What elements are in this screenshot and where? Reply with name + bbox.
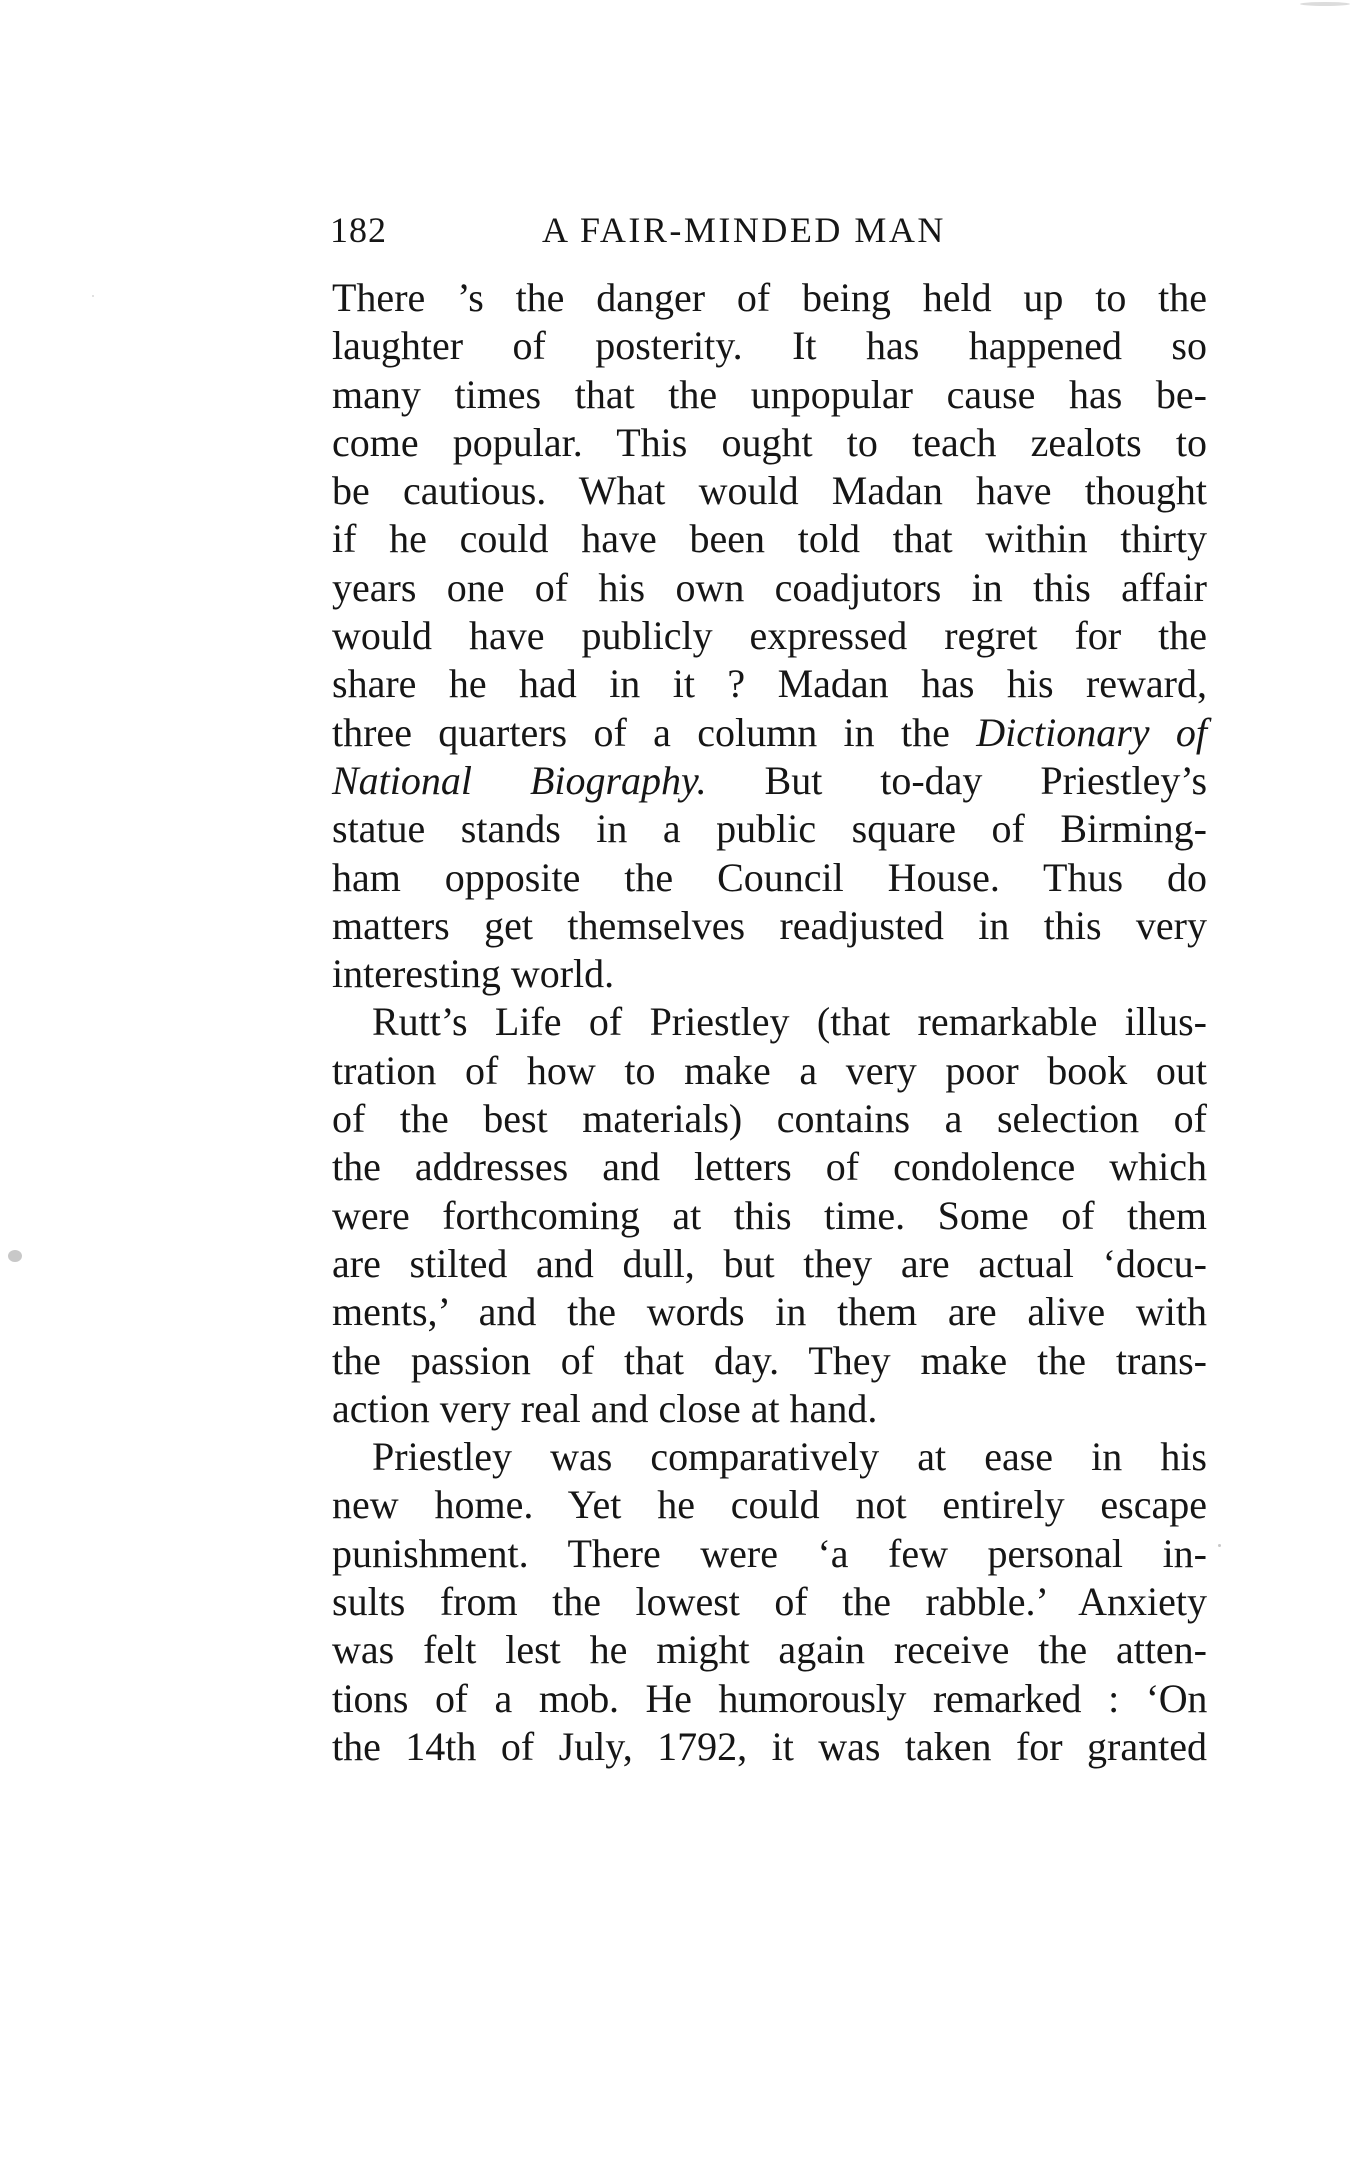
text-line: was felt lest he might again receive the atten-	[332, 1627, 1207, 1673]
running-title: A FAIR-MINDED MAN	[542, 210, 946, 250]
scan-speck	[1300, 2, 1350, 6]
paragraph	[332, 1433, 1207, 1771]
text-line: Priestley was comparatively at ease in his	[372, 1434, 1207, 1480]
text-line: the addresses and letters of condolence which	[332, 1144, 1207, 1190]
text-line: share he had in it ? Madan has his reward,	[332, 661, 1207, 707]
text-line: interesting world.	[332, 951, 615, 997]
text-line: ments,’ and the words in them are alive with	[332, 1289, 1207, 1335]
text-line: action very real and close at hand.	[332, 1385, 878, 1431]
text-run: three quarters of a column in the	[332, 709, 977, 755]
paragraph	[332, 274, 1207, 998]
text-line: tration of how to make a very poor book out	[332, 1047, 1207, 1093]
text-line: tions of a mob. He humorously remarked : ‘On	[332, 1675, 1207, 1721]
scan-speck	[92, 295, 94, 297]
book-title: National Biography.	[332, 757, 707, 803]
text-line: new home. Yet he could not entirely escape	[332, 1482, 1207, 1528]
page-number: 182	[330, 210, 387, 250]
book-title: Dictionary of	[976, 709, 1207, 755]
text-line: be cautious. What would Madan have thought	[332, 468, 1207, 514]
text-line	[332, 757, 1207, 805]
text-line: are stilted and dull, but they are actual ‘docu-	[332, 1240, 1207, 1286]
text-line: the passion of that day. They make the trans-	[332, 1337, 1207, 1383]
text-line: matters get themselves readjusted in this very	[332, 902, 1207, 948]
text-line	[332, 709, 1207, 757]
text-line: statue stands in a public square of Birming-	[332, 806, 1207, 852]
page-header	[330, 200, 1210, 260]
text-line: punishment. There were ‘a few personal in-	[332, 1530, 1207, 1576]
text-line: ham opposite the Council House. Thus do	[332, 854, 1207, 900]
body-text	[332, 274, 1207, 1771]
text-line: would have publicly expressed regret for the	[332, 613, 1207, 659]
text-line: Rutt’s Life of Priestley (that remarkable illus-	[372, 999, 1207, 1045]
text-line: the 14th of July, 1792, it was taken for granted	[332, 1723, 1207, 1769]
paragraph	[332, 998, 1207, 1433]
text-line: laughter of posterity. It has happened so	[332, 323, 1207, 369]
text-line: come popular. This ought to teach zealots to	[332, 419, 1207, 465]
text-line: There ’s the danger of being held up to the	[332, 275, 1207, 320]
text-line: many times that the unpopular cause has be-	[332, 371, 1207, 417]
text-line: sults from the lowest of the rabble.’ Anxiety	[332, 1579, 1207, 1625]
text-line: if he could have been told that within thirty	[332, 516, 1207, 562]
scan-speck	[8, 1250, 22, 1262]
text-line: of the best materials) contains a selection of	[332, 1096, 1207, 1142]
scan-speck	[1218, 1544, 1221, 1547]
text-run: But to-day Priestley’s	[706, 757, 1208, 803]
text-line: were forthcoming at this time. Some of them	[332, 1192, 1207, 1238]
text-line: years one of his own coadjutors in this affair	[332, 564, 1207, 610]
